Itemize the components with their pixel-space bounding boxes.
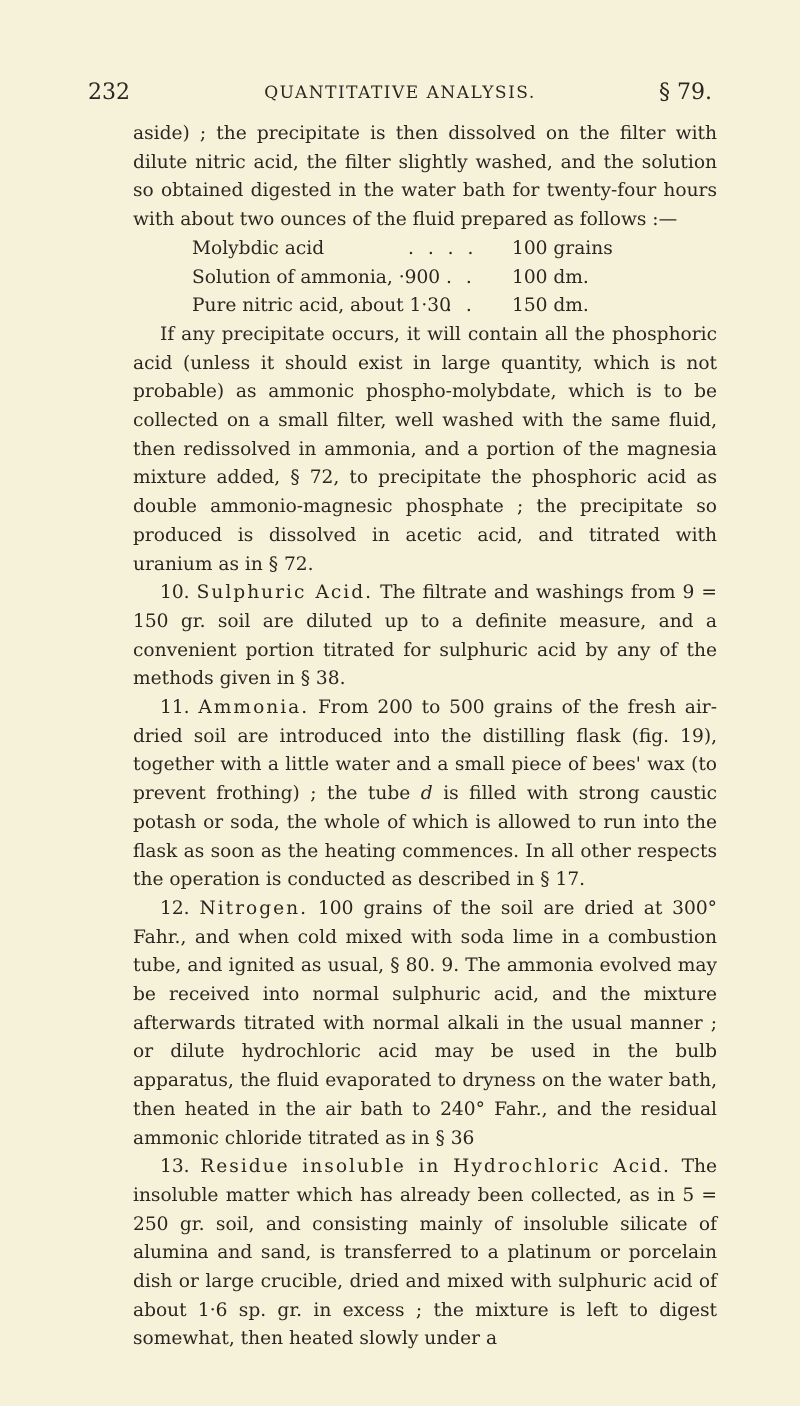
section-heading: Ammonia. — [198, 697, 310, 719]
recipe-leader: . . — [446, 266, 476, 288]
section-text-continued: is filled with strong caustic potash or soda, the whole of which is allowed to run into the flask as soon as the heating commences. In all other respects the operation is conducted as described in § 17. — [133, 783, 717, 891]
recipe-leader: . . — [446, 295, 476, 317]
recipe-quantity: 100 grains — [512, 237, 613, 259]
section-sulphuric-acid — [133, 579, 717, 694]
recipe-row — [133, 292, 717, 321]
section-nitrogen — [133, 895, 717, 1153]
recipe-ingredient: Pure nitric acid, about 1·30 — [192, 295, 451, 317]
section-heading: Residue insoluble in Hydrochloric Acid. — [200, 1156, 671, 1178]
section-text: The insoluble matter which has already been collected, as in 5 = 250 gr. soil, and consisting mainly of insoluble silicate of alumina and sand, is transferred to a platinum or porcelain dish or large crucible, dried and mixed with sulphuric acid of about 1·6 sp. gr. in excess ; the mixture is left to digest somewhat, then heated slowly under a — [133, 1156, 717, 1350]
recipe-leader: . . . . — [408, 237, 478, 259]
section-marker: § 79. — [659, 80, 712, 105]
recipe-row — [133, 264, 717, 293]
section-text: From 200 to 500 grains of the fresh air-dried soil are introduced into the distilling flask (fig. 19), together with a little water and a small piece of bees' wax (to prevent frothing) ; the tube — [133, 697, 717, 805]
tube-label: d — [420, 783, 433, 805]
section-number: 12. — [160, 897, 190, 919]
section-number: 10. — [160, 582, 190, 604]
phosphoric-paragraph: If any precipitate occurs, it will contain all the phosphoric acid (unless it should exist in large quantity, which is not probable) as ammonic phospho-molybdate, which is to be collected on a small filter, well washed with the same fluid, then redissolved in ammonia, and a portion of the magnesia mixture added, § 72, to precipitate the phosphoric acid as double ammonio-magnesic phosphate ; the precipitate so produced is dissolved in acetic acid, and titrated with uranium as in § 72. — [133, 323, 717, 575]
page-header — [88, 80, 712, 110]
page-number: 232 — [88, 80, 130, 105]
section-heading: Nitrogen. — [199, 897, 309, 919]
section-number: 11. — [160, 697, 190, 719]
recipe-quantity: 150 dm. — [512, 295, 589, 317]
section-text: The filtrate and washings from 9 = 150 gr. soil are diluted up to a definite measure, and a convenient portion titrated for sulphuric acid by any of the methods given in § 38. — [133, 582, 717, 690]
recipe-ingredient: Molybdic acid — [192, 237, 325, 259]
section-number: 13. — [160, 1156, 190, 1178]
body-text — [133, 120, 717, 1354]
section-insoluble-residue — [133, 1153, 717, 1354]
recipe-quantity: 100 dm. — [512, 266, 589, 288]
section-heading: Sulphuric Acid. — [196, 582, 374, 604]
section-ammonia — [133, 694, 717, 895]
recipe-ingredient: Solution of ammonia, ·900 — [192, 266, 441, 288]
section-text: 100 grains of the soil are dried at 300° Fahr., and when cold mixed with soda lime in a combustion tube, and ignited as usual, § 80. 9. The ammonia evolved may be received into normal sulphuric acid, and the mixture afterwards titrated with normal alkali in the usual manner ; or dilute hydrochloric acid may be used in the bulb apparatus, the fluid evaporated to dryness on the water bath, then heated in the air bath to 240° Fahr., and the residual ammonic chloride titrated as in § 36 — [133, 897, 717, 1149]
intro-paragraph: aside) ; the precipitate is then dissolved on the filter with dilute nitric acid, the filter slightly washed, and the solution so obtained digested in the water bath for twenty-four hours with about two ounces of the fluid prepared as follows :— — [133, 123, 717, 231]
running-title: QUANTITATIVE ANALYSIS. — [264, 83, 536, 103]
reagent-recipe — [133, 235, 717, 321]
recipe-row — [133, 235, 717, 264]
